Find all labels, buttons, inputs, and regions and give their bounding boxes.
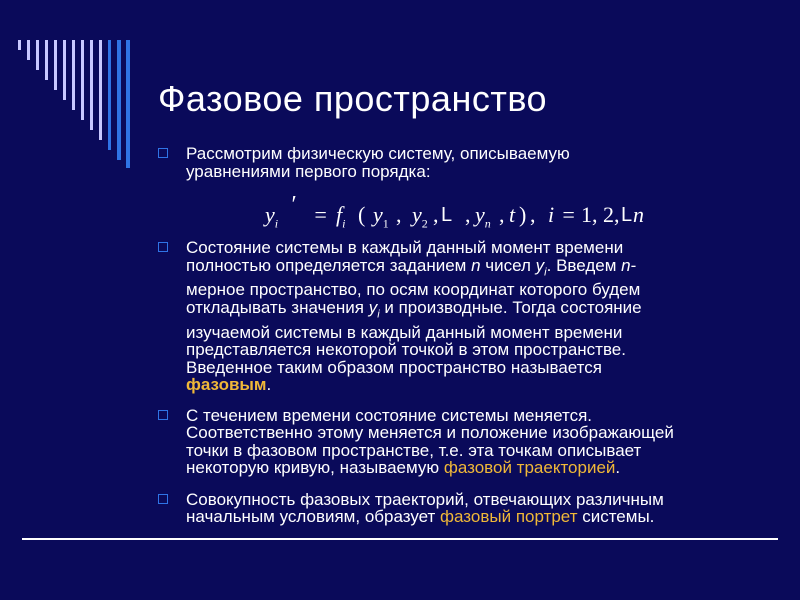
formula-comma: ,	[396, 202, 402, 227]
stripe	[18, 40, 21, 50]
bullet-var: n	[621, 255, 631, 275]
formula-sub: i	[342, 216, 346, 231]
formula-comma: ,	[433, 202, 439, 227]
bullet-text: откладывать значения	[186, 297, 369, 317]
highlight-term: фазовой траекторией	[443, 458, 616, 478]
bullet-text: -	[630, 255, 637, 275]
stripe	[81, 40, 84, 120]
stripe	[90, 40, 93, 130]
bullet-text: С течением времени состояние системы меняется.	[186, 405, 593, 425]
bullet-list	[158, 239, 758, 526]
formula-var: i	[548, 202, 555, 227]
bullet-sub: i	[544, 265, 547, 278]
stripe	[126, 40, 130, 168]
bullet-var: n	[471, 255, 481, 275]
bullet-sub: i	[377, 308, 380, 321]
stripe	[99, 40, 102, 140]
square-bullet-icon	[158, 494, 168, 504]
bullet-text: мерное пространство, по осям координат которого будем	[186, 280, 641, 300]
bullet-text: точки в фазовом пространстве, т.е. эта точкам описывает	[186, 440, 642, 460]
formula-paren: (	[358, 202, 366, 227]
bullet-list	[158, 145, 758, 180]
bullet-text: . Введем	[546, 255, 622, 275]
stripe	[36, 40, 39, 70]
formula-range: 1, 2,	[581, 202, 620, 227]
formula-ellipsis: L	[621, 204, 633, 226]
stripe	[108, 40, 111, 150]
bullet-text: системы.	[577, 507, 655, 527]
formula-comma: ,	[530, 202, 536, 227]
square-bullet-icon	[158, 410, 168, 420]
highlight-term: фазовым	[186, 375, 267, 395]
formula-eq: =	[313, 202, 328, 227]
decorative-stripes	[0, 0, 140, 170]
bullet-text: .	[615, 458, 621, 478]
square-bullet-icon	[158, 148, 168, 158]
formula-prime: ′	[290, 192, 296, 218]
stripe	[54, 40, 57, 90]
bullet-item	[158, 145, 758, 180]
bullet-text: Состояние системы в каждый данный момент времени	[186, 238, 624, 257]
bullet-text: Совокупность фазовых траекторий, отвечающих различным	[186, 489, 664, 509]
footer-divider	[22, 538, 778, 540]
bullet-item	[158, 491, 758, 526]
bullet-text: Рассмотрим физическую систему, описываемую	[186, 144, 570, 163]
stripe	[27, 40, 30, 60]
bullet-item	[158, 407, 758, 477]
formula-comma: ,	[499, 202, 505, 227]
bullet-text: Введенное таким образом пространство называется	[186, 357, 602, 377]
formula-sub: n	[484, 216, 491, 231]
formula-eq: =	[561, 202, 576, 227]
stripe	[45, 40, 48, 80]
square-bullet-icon	[158, 242, 168, 252]
stripe	[63, 40, 66, 100]
formula-var: y	[373, 202, 383, 227]
bullet-var: y	[535, 255, 545, 275]
bullet-text: изучаемой системы в каждый данный момент времени	[186, 322, 623, 342]
formula-var: f	[336, 202, 343, 227]
bullet-text: Соответственно этому меняется и положение изображающей	[186, 423, 674, 443]
equation	[265, 194, 645, 234]
bullet-text: некоторую кривую, называемую	[186, 458, 444, 478]
formula-sub: 1	[382, 216, 389, 231]
formula-comma: ,	[465, 202, 471, 227]
slide-title: Фазовое пространство	[158, 78, 548, 119]
bullet-var: y	[368, 297, 378, 317]
highlight-term: фазовый портрет	[440, 507, 578, 527]
formula-var: y	[265, 202, 275, 227]
formula-var: y	[475, 202, 485, 227]
formula-var: n	[633, 202, 644, 227]
bullet-text: начальным условиям, образует	[186, 507, 441, 527]
formula-sub: i	[274, 216, 279, 231]
bullet-text: уравнениями первого порядка:	[186, 161, 431, 181]
formula-sub: 2	[421, 216, 428, 231]
formula-var: y	[412, 202, 422, 227]
formula-ellipsis: L	[441, 204, 453, 226]
stripe	[117, 40, 121, 160]
bullet-text: и производные. Тогда состояние	[379, 297, 642, 317]
formula-paren: )	[519, 202, 527, 227]
bullet-text: полностью определяется заданием	[186, 255, 472, 275]
formula-var: t	[509, 202, 516, 227]
bullet-text: представляется некоторой точкой в этом пространстве.	[186, 340, 626, 360]
bullet-text: чисел	[480, 255, 536, 275]
bullet-text: .	[266, 375, 272, 395]
stripe	[72, 40, 75, 110]
bullet-item	[158, 239, 758, 394]
